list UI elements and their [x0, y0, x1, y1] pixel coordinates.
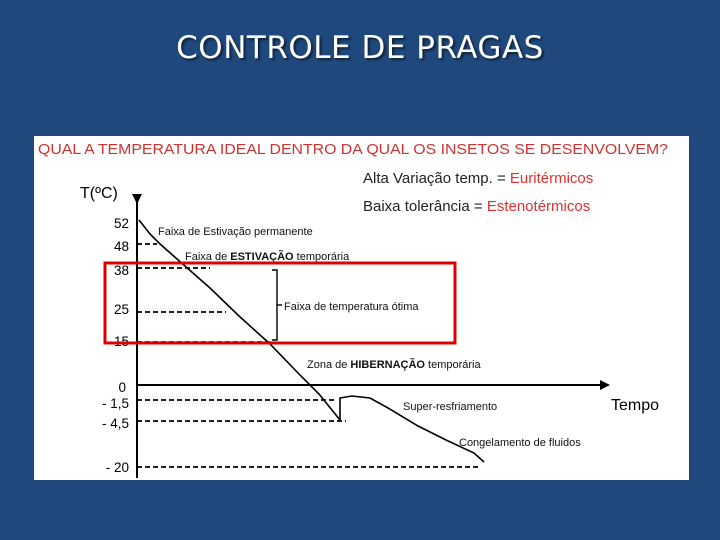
tick-label-25: 25 — [113, 302, 129, 317]
temperature-curve — [139, 220, 340, 420]
zone-hibernacao-part-a: Zona de — [307, 359, 351, 371]
question-heading: QUAL A TEMPERATURA IDEAL DENTRO DA QUAL OS INSETOS SE DESENVOLVEM? — [38, 141, 668, 158]
tick-label-15: 15 — [113, 334, 129, 349]
x-axis-label: Tempo — [611, 397, 660, 414]
zone-estivacao-temp-part-b: ESTIVAÇÃO — [230, 251, 294, 263]
legend-euritermicos — [363, 170, 593, 187]
tick-label-minus-4-5: - 4,5 — [101, 416, 129, 431]
optimal-range-bracket — [272, 270, 277, 340]
legend-line2-prefix: Baixa tolerância = — [363, 198, 487, 215]
tick-label-minus-1-5: - 1,5 — [101, 396, 129, 411]
zone-estivacao-temp-part-a: Faixa de — [185, 251, 231, 263]
zone-hibernacao-part-c: temporária — [424, 359, 481, 371]
tick-label-minus-20: - 20 — [105, 460, 129, 475]
level-lines — [137, 244, 479, 467]
slide-title: CONTROLE DE PRAGAS — [176, 30, 544, 66]
tick-label-38: 38 — [113, 263, 129, 278]
temperature-diagram — [34, 136, 689, 480]
tick-label-48: 48 — [113, 239, 129, 254]
y-axis-label: T(ºC) — [80, 185, 118, 202]
zone-congelamento: Congelamento de fluidos — [459, 437, 581, 449]
legend-estenotermicos — [363, 198, 590, 215]
legend-line1-term: Euritérmicos — [509, 170, 594, 187]
zone-hibernacao-temporaria — [307, 358, 482, 371]
zone-estivacao-temp-part-c: temporária — [293, 251, 350, 263]
tick-label-52: 52 — [113, 216, 129, 231]
tick-label-0: 0 — [118, 380, 126, 395]
zone-temperatura-otima: Faixa de temperatura ótima — [284, 301, 419, 313]
zone-hibernacao-part-b: HIBERNAÇÃO — [350, 359, 425, 371]
zone-estivacao-temporaria — [185, 250, 350, 263]
legend-line1-prefix: Alta Variação temp. = — [363, 170, 510, 187]
legend-line2-term: Estenotérmicos — [486, 198, 591, 215]
zone-super-resfriamento: Super-resfriamento — [403, 401, 498, 413]
diagram-panel — [34, 136, 689, 480]
zone-estivacao-permanente: Faixa de Estivação permanente — [158, 226, 313, 238]
